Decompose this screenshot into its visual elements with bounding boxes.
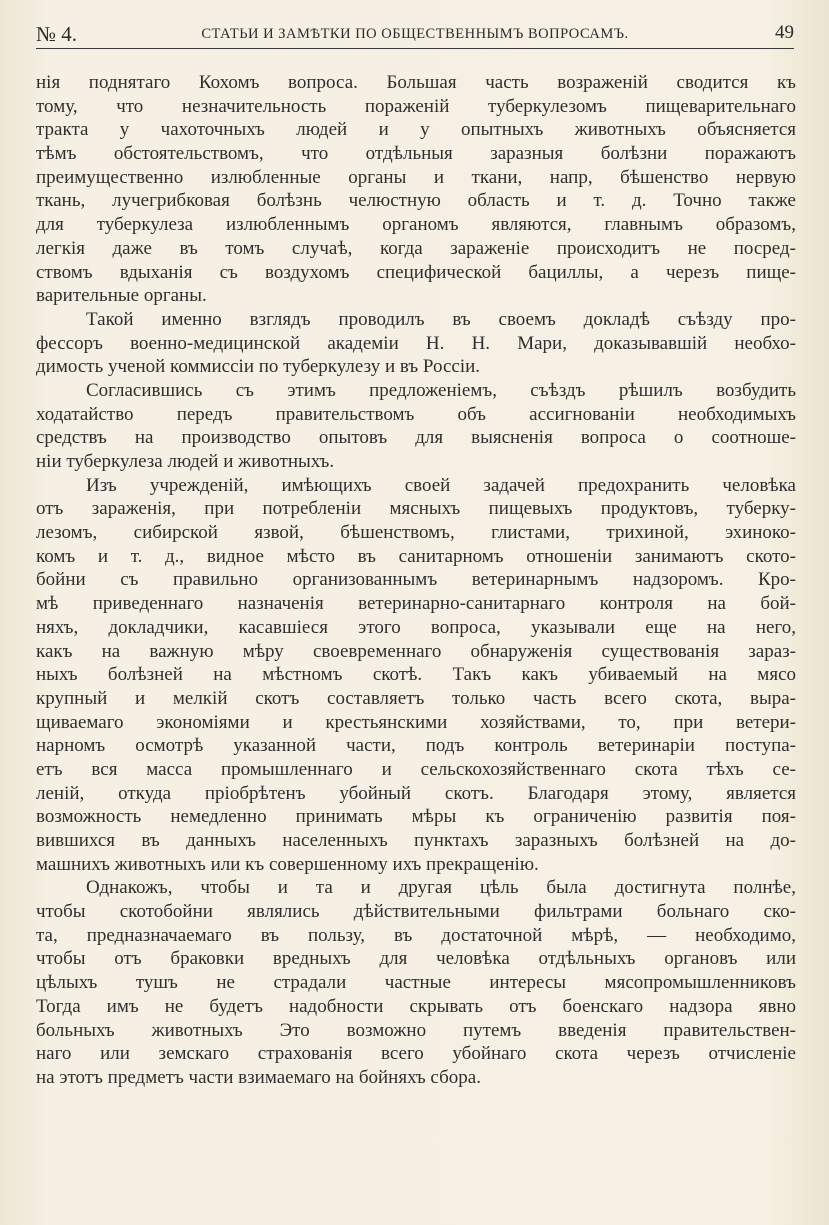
text-line: для туберкулеза излюбленнымъ органомъ являются, главнымъ образомъ, [36,214,796,236]
text-line: нарномъ осмотрѣ указанной части, подъ контроль ветеринаріи поступа- [36,735,796,757]
text-line: нія поднятаго Кохомъ вопроса. Большая часть возраженій сводится къ [36,72,796,93]
text-line: больныхъ животныхъ Это возможно путемъ введенія правительствен- [36,1019,796,1041]
text-line: какъ на важную мѣру своевременнаго обнаруженія существованія зараз- [36,640,796,662]
page-number: 49 [775,22,794,43]
text-line: тракта у чахоточныхъ людей и у опытныхъ животныхъ объясняется [36,119,796,141]
text-line: етъ вся масса промышленнаго и сельскохозяйственнаго скота тѣхъ се- [36,758,796,780]
text-line: вившихся въ данныхъ населенныхъ пунктахъ заразныхъ болѣзней на до- [36,830,796,851]
text-line: наго или земскаго страхованія всего убойнаго скота черезъ отчисленіе [36,1043,796,1065]
text-line: отъ зараженія, при потребленіи мясныхъ пищевыхъ продуктовъ, туберку- [36,498,796,520]
text-line: щиваемаго экономіями и крестьянскими хозяйствами, то, при ветери- [36,711,796,733]
text-line: та, предназначаемаго въ пользу, въ достаточной мѣрѣ, — необходимо, [36,924,796,946]
text-line: тому, что незначительность пораженій туберкулезомъ пищеварительнаго [36,95,796,117]
paragraph-start-line: Однакожъ, чтобы и та и другая цѣль была достигнута полнѣе, [86,877,796,899]
text-line: легкія даже въ томъ случаѣ, когда зараженіе происходитъ не посред- [36,237,796,259]
paragraph-start-line: Согласившись съ этимъ предложеніемъ, съѣздъ рѣшилъ возбудить [86,379,796,401]
text-line: ходатайство передъ правительствомъ объ ассигнованіи необходимыхъ [36,403,796,425]
text-line: чтобы отъ браковки вредныхъ для человѣка отдѣльныхъ органовъ или [36,948,796,970]
text-line: ствомъ вдыханія съ воздухомъ специфической бациллы, а черезъ пище- [36,261,796,283]
text-line: чтобы скотобойни являлись дѣйствительными фильтрами больнаго ско- [36,901,796,923]
text-line: бойни съ правильно организованнымъ ветеринарнымъ надзоромъ. Кро- [36,569,796,591]
paragraph-end-line: варительные органы. [36,285,207,307]
text-line: крупный и мелкій скотъ составляетъ только часть всего скота, выра- [36,687,796,709]
text-line: лезомъ, сибирской язвой, бѣшенствомъ, глистами, трихиной, эхиноко- [36,522,796,544]
issue-number: № 4. [36,22,78,46]
text-line: мѣ приведеннаго назначенія ветеринарно-санитарнаго контроля на бой- [36,593,796,615]
text-line: ткань, лучегрибковая болѣзнь челюстную область и т. д. Точно также [36,190,796,212]
text-line: фессоръ военно-медицинской академіи Н. Н. Мари, доказывавшій необхо- [36,332,796,354]
text-line: тѣмъ обстоятельствомъ, что отдѣльныя заразныя болѣзни поражаютъ [36,143,796,165]
article-body [36,71,796,1090]
paragraph-end-line: на этотъ предметъ части взимаемаго на бойняхъ сбора. [36,1066,481,1088]
paragraph-end-line: машнихъ животныхъ или къ совершенному ихъ прекращенію. [36,853,539,875]
text-line: преимущественно излюбленные органы и ткани, напр, бѣшенство нервую [36,166,796,188]
text-line: Тогда имъ не будетъ надобности скрывать отъ боенскаго надзора явно [36,995,796,1017]
text-line: возможность немедленно принимать мѣры къ ограниченію развитія поя- [36,806,796,828]
paragraph-start-line: Изъ учрежденій, имѣющихъ своей задачей предохранить человѣка [86,474,796,496]
text-line: средствъ на производство опытовъ для выясненія вопроса о соотноше- [36,427,796,449]
paragraph-end-line: димость ученой коммиссіи по туберкулезу и въ Россіи. [36,356,481,378]
text-line: ныхъ болѣзней на мѣстномъ скотѣ. Такъ какъ убиваемый на мясо [36,664,796,686]
text-line: няхъ, докладчики, касавшіеся этого вопроса, указывали еще на него, [36,616,796,638]
running-header [36,16,794,49]
paragraph-end-line: ніи туберкулеза людей и животныхъ. [36,451,335,472]
paragraph-start-line: Такой именно взглядъ проводилъ въ своемъ докладѣ съѣзду про- [86,308,796,330]
text-line: комъ и т. д., видное мѣсто въ санитарномъ отношеніи занимаютъ ското- [36,545,796,567]
section-title: СТАТЬИ И ЗАМѢТКИ ПО ОБЩЕСТВЕННЫМЪ ВОПРОСАМЪ. [201,26,629,42]
text-line: леній, откуда пріобрѣтенъ убойный скотъ. Благодаря этому, является [36,782,796,804]
text-line: цѣлыхъ тушъ не страдали частные интересы мясопромышленниковъ [36,972,796,994]
